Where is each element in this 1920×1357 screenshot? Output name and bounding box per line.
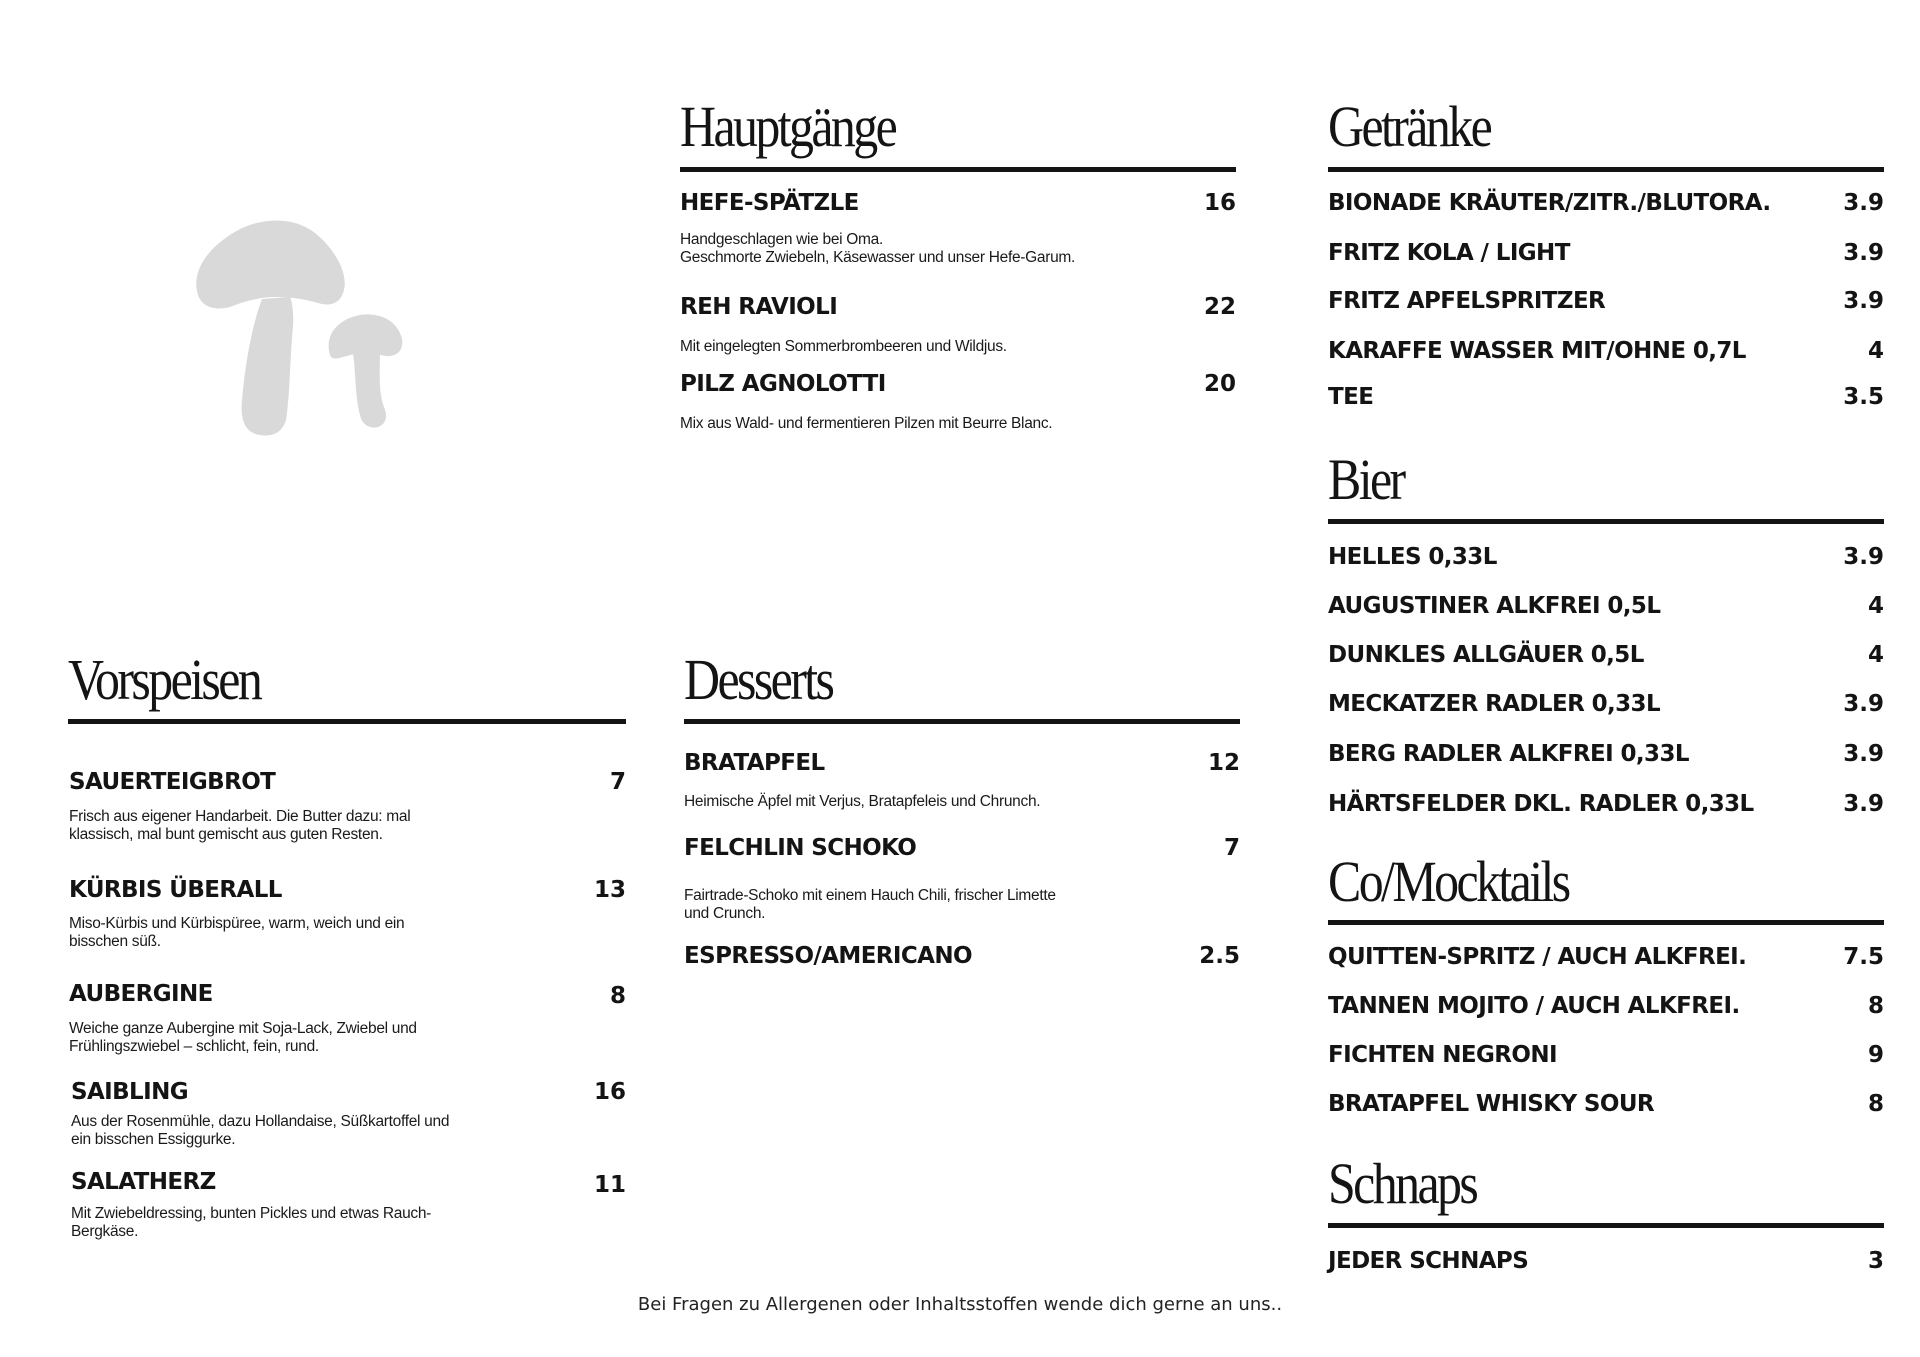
drink-item-name: AUGUSTINER ALKFREI 0,5L	[1328, 593, 1661, 619]
section-divider	[1328, 920, 1884, 925]
section-title-bier: Bier	[1328, 447, 1404, 512]
drink-item-name: DUNKLES ALLGÄUER 0,5L	[1328, 642, 1644, 668]
drink-item-name: MECKATZER RADLER 0,33L	[1328, 691, 1661, 717]
menu-item-name: KÜRBIS ÜBERALL	[69, 877, 282, 903]
section-divider	[684, 719, 1240, 724]
section-title-mocktails: Co/Mocktails	[1328, 849, 1569, 914]
drink-item-price: 4	[1867, 338, 1884, 364]
menu-item-description: Fairtrade-Schoko mit einem Hauch Chili, frischer Limette und Crunch.	[684, 887, 1056, 922]
drink-item-price: 9	[1867, 1042, 1884, 1068]
section-divider	[680, 167, 1236, 172]
menu-item-description: Heimische Äpfel mit Verjus, Bratapfeleis und Chrunch.	[684, 793, 1041, 810]
menu-item-description: Miso-Kürbis und Kürbispüree, warm, weich und ein bisschen süß.	[69, 915, 405, 950]
drink-item-name: FRITZ APFELSPRITZER	[1328, 288, 1606, 314]
menu-item-name: SALATHERZ	[71, 1169, 216, 1195]
drink-item-price: 3.9	[1843, 288, 1884, 314]
menu-item-price: 2.5	[1199, 943, 1240, 969]
menu-item-price: 8	[609, 983, 626, 1009]
drink-item-name: TEE	[1328, 384, 1374, 410]
menu-item-name: FELCHLIN SCHOKO	[684, 835, 917, 861]
menu-item-price: 16	[1203, 190, 1236, 216]
menu-item-price: 20	[1203, 371, 1236, 397]
menu-item-description: Aus der Rosenmühle, dazu Hollandaise, Süßkartoffel und ein bisschen Essiggurke.	[71, 1113, 450, 1148]
menu-item-price: 7	[1223, 835, 1240, 861]
drink-item-name: BERG RADLER ALKFREI 0,33L	[1328, 741, 1689, 767]
section-title-vorspeisen: Vorspeisen	[68, 647, 261, 712]
drink-item-price: 3.5	[1843, 384, 1884, 410]
drink-item-price: 8	[1867, 1091, 1884, 1117]
menu-item-price: 16	[593, 1079, 626, 1105]
menu-item-price: 11	[593, 1172, 626, 1198]
section-divider	[1328, 167, 1884, 172]
drink-item-price: 3.9	[1843, 691, 1884, 717]
drink-item-name: BIONADE KRÄUTER/ZITR./BLUTORA.	[1328, 190, 1771, 216]
section-title-desserts: Desserts	[684, 647, 833, 712]
menu-item-name: SAIBLING	[71, 1079, 188, 1105]
menu-item-name: REH RAVIOLI	[680, 294, 838, 320]
section-divider	[1328, 519, 1884, 524]
menu-item-name: SAUERTEIGBROT	[69, 769, 276, 795]
drink-item-name: KARAFFE WASSER MIT/OHNE 0,7L	[1328, 338, 1746, 364]
drink-item-name: JEDER SCHNAPS	[1328, 1248, 1529, 1274]
drink-item-name: FICHTEN NEGRONI	[1328, 1042, 1557, 1068]
drink-item-price: 7.5	[1843, 944, 1884, 970]
menu-item-description: Handgeschlagen wie bei Oma. Geschmorte Zwiebeln, Käsewasser und unser Hefe-Garum.	[680, 231, 1076, 266]
section-title-getraenke: Getränke	[1328, 94, 1491, 159]
drink-item-name: FRITZ KOLA / LIGHT	[1328, 240, 1570, 266]
menu-item-description: Frisch aus eigener Handarbeit. Die Butter dazu: mal klassisch, mal bunt gemischt aus guten Resten.	[69, 808, 411, 843]
menu-item-name: PILZ AGNOLOTTI	[680, 371, 886, 397]
drink-item-name: HÄRTSFELDER DKL. RADLER 0,33L	[1328, 791, 1754, 817]
drink-item-price: 3.9	[1843, 544, 1884, 570]
menu-item-name: BRATAPFEL	[684, 750, 825, 776]
drink-item-name: BRATAPFEL WHISKY SOUR	[1328, 1091, 1655, 1117]
section-divider	[1328, 1223, 1884, 1228]
menu-item-description: Weiche ganze Aubergine mit Soja-Lack, Zwiebel und Frühlingszwiebel – schlicht, fein, rund.	[69, 1020, 417, 1055]
drink-item-price: 3.9	[1843, 240, 1884, 266]
menu-item-price: 13	[593, 877, 626, 903]
menu-item-price: 22	[1203, 294, 1236, 320]
section-divider	[68, 719, 626, 724]
menu-item-name: AUBERGINE	[69, 981, 213, 1007]
mushroom-icon	[190, 215, 440, 440]
menu-item-price: 7	[609, 769, 626, 795]
allergen-note: Bei Fragen zu Allergenen oder Inhaltsstoffen wende dich gerne an uns..	[637, 1294, 1283, 1315]
menu-item-price: 12	[1207, 750, 1240, 776]
drink-item-price: 4	[1867, 593, 1884, 619]
drink-item-price: 3.9	[1843, 791, 1884, 817]
drink-item-name: HELLES 0,33L	[1328, 544, 1497, 570]
section-title-schnaps: Schnaps	[1328, 1151, 1477, 1216]
drink-item-price: 3.9	[1843, 190, 1884, 216]
menu-item-description: Mix aus Wald- und fermentieren Pilzen mit Beurre Blanc.	[680, 415, 1053, 432]
drink-item-price: 8	[1867, 993, 1884, 1019]
section-title-hauptgaenge: Hauptgänge	[680, 94, 896, 159]
drink-item-name: QUITTEN-SPRITZ / AUCH ALKFREI.	[1328, 944, 1747, 970]
drink-item-price: 3	[1867, 1248, 1884, 1274]
drink-item-name: TANNEN MOJITO / AUCH ALKFREI.	[1328, 993, 1740, 1019]
drink-item-price: 4	[1867, 642, 1884, 668]
menu-item-description: Mit eingelegten Sommerbrombeeren und Wildjus.	[680, 338, 1007, 355]
menu-item-description: Mit Zwiebeldressing, bunten Pickles und etwas Rauch- Bergkäse.	[71, 1205, 432, 1240]
menu-item-name: ESPRESSO/AMERICANO	[684, 943, 972, 969]
drink-item-price: 3.9	[1843, 741, 1884, 767]
menu-item-name: HEFE-SPÄTZLE	[680, 190, 859, 216]
